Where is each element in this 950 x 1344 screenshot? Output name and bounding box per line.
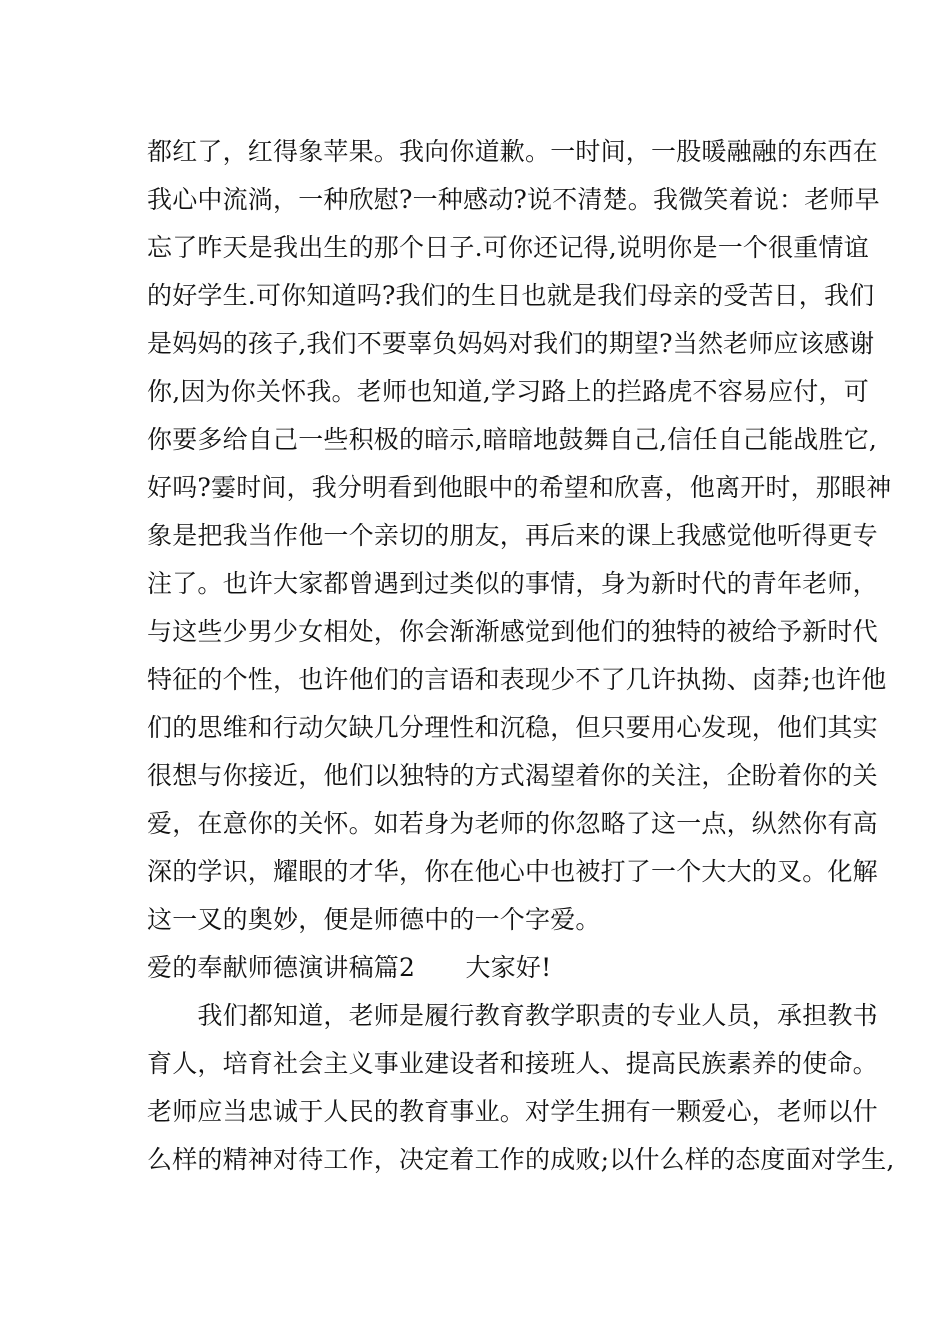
- paragraph-line: 注了。也许大家都曾遇到过类似的事情，身为新时代的青年老师，: [147, 569, 878, 598]
- paragraph-line: 这一叉的奥妙，便是师德中的一个字爱。: [147, 905, 601, 934]
- paragraph-line: 特征的个性，也许他们的言语和表现少不了几许执拗、卤莽;也许他: [147, 665, 887, 694]
- paragraph-line: 是妈妈的孩子,我们不要辜负妈妈对我们的期望?当然老师应该感谢: [147, 329, 875, 358]
- paragraph-line: 育人，培育社会主义事业建设者和接班人、提高民族素养的使命。: [147, 1049, 878, 1078]
- paragraph-line: 我们都知道，老师是履行教育教学职责的专业人员，承担教书: [147, 1001, 878, 1030]
- paragraph-line: 的好学生.可你知道吗?我们的生日也就是我们母亲的受苦日，我们: [147, 281, 875, 310]
- paragraph-line: 很想与你接近，他们以独特的方式渴望着你的关注，企盼着你的关: [147, 761, 878, 790]
- paragraph-line: 象是把我当作他一个亲切的朋友，再后来的课上我感觉他听得更专: [147, 521, 878, 550]
- paragraph-line: 老师应当忠诚于人民的教育事业。对学生拥有一颗爱心，老师以什: [147, 1097, 878, 1126]
- paragraph-line: 都红了，红得象苹果。我向你道歉。一时间，一股暖融融的东西在: [147, 137, 878, 166]
- paragraph-line: 么样的精神对待工作，决定着工作的成败;以什么样的态度面对学生,: [147, 1145, 895, 1174]
- paragraph-line: 我心中流淌，一种欣慰?一种感动?说不清楚。我微笑着说：老师早: [147, 185, 880, 214]
- paragraph-line: 你要多给自己一些积极的暗示,暗暗地鼓舞自己,信任自己能战胜它,: [147, 425, 878, 454]
- paragraph-line: 好吗?霎时间，我分明看到他眼中的希望和欣喜，他离开时，那眼神: [147, 473, 892, 502]
- paragraph-line: 你,因为你关怀我。老师也知道,学习路上的拦路虎不容易应付，可: [147, 377, 869, 406]
- section-heading: 爱的奉献师德演讲稿篇2 大家好!: [147, 953, 552, 982]
- paragraph-line: 们的思维和行动欠缺几分理性和沉稳，但只要用心发现，他们其实: [147, 713, 878, 742]
- paragraph-line: 深的学识，耀眼的才华，你在他心中也被打了一个大大的叉。化解: [147, 857, 878, 886]
- paragraph-line: 与这些少男少女相处，你会渐渐感觉到他们的独特的被给予新时代: [147, 617, 878, 646]
- paragraph-line: 忘了昨天是我出生的那个日子.可你还记得,说明你是一个很重情谊: [147, 233, 869, 262]
- paragraph-line: 爱，在意你的关怀。如若身为老师的你忽略了这一点，纵然你有高: [147, 809, 878, 838]
